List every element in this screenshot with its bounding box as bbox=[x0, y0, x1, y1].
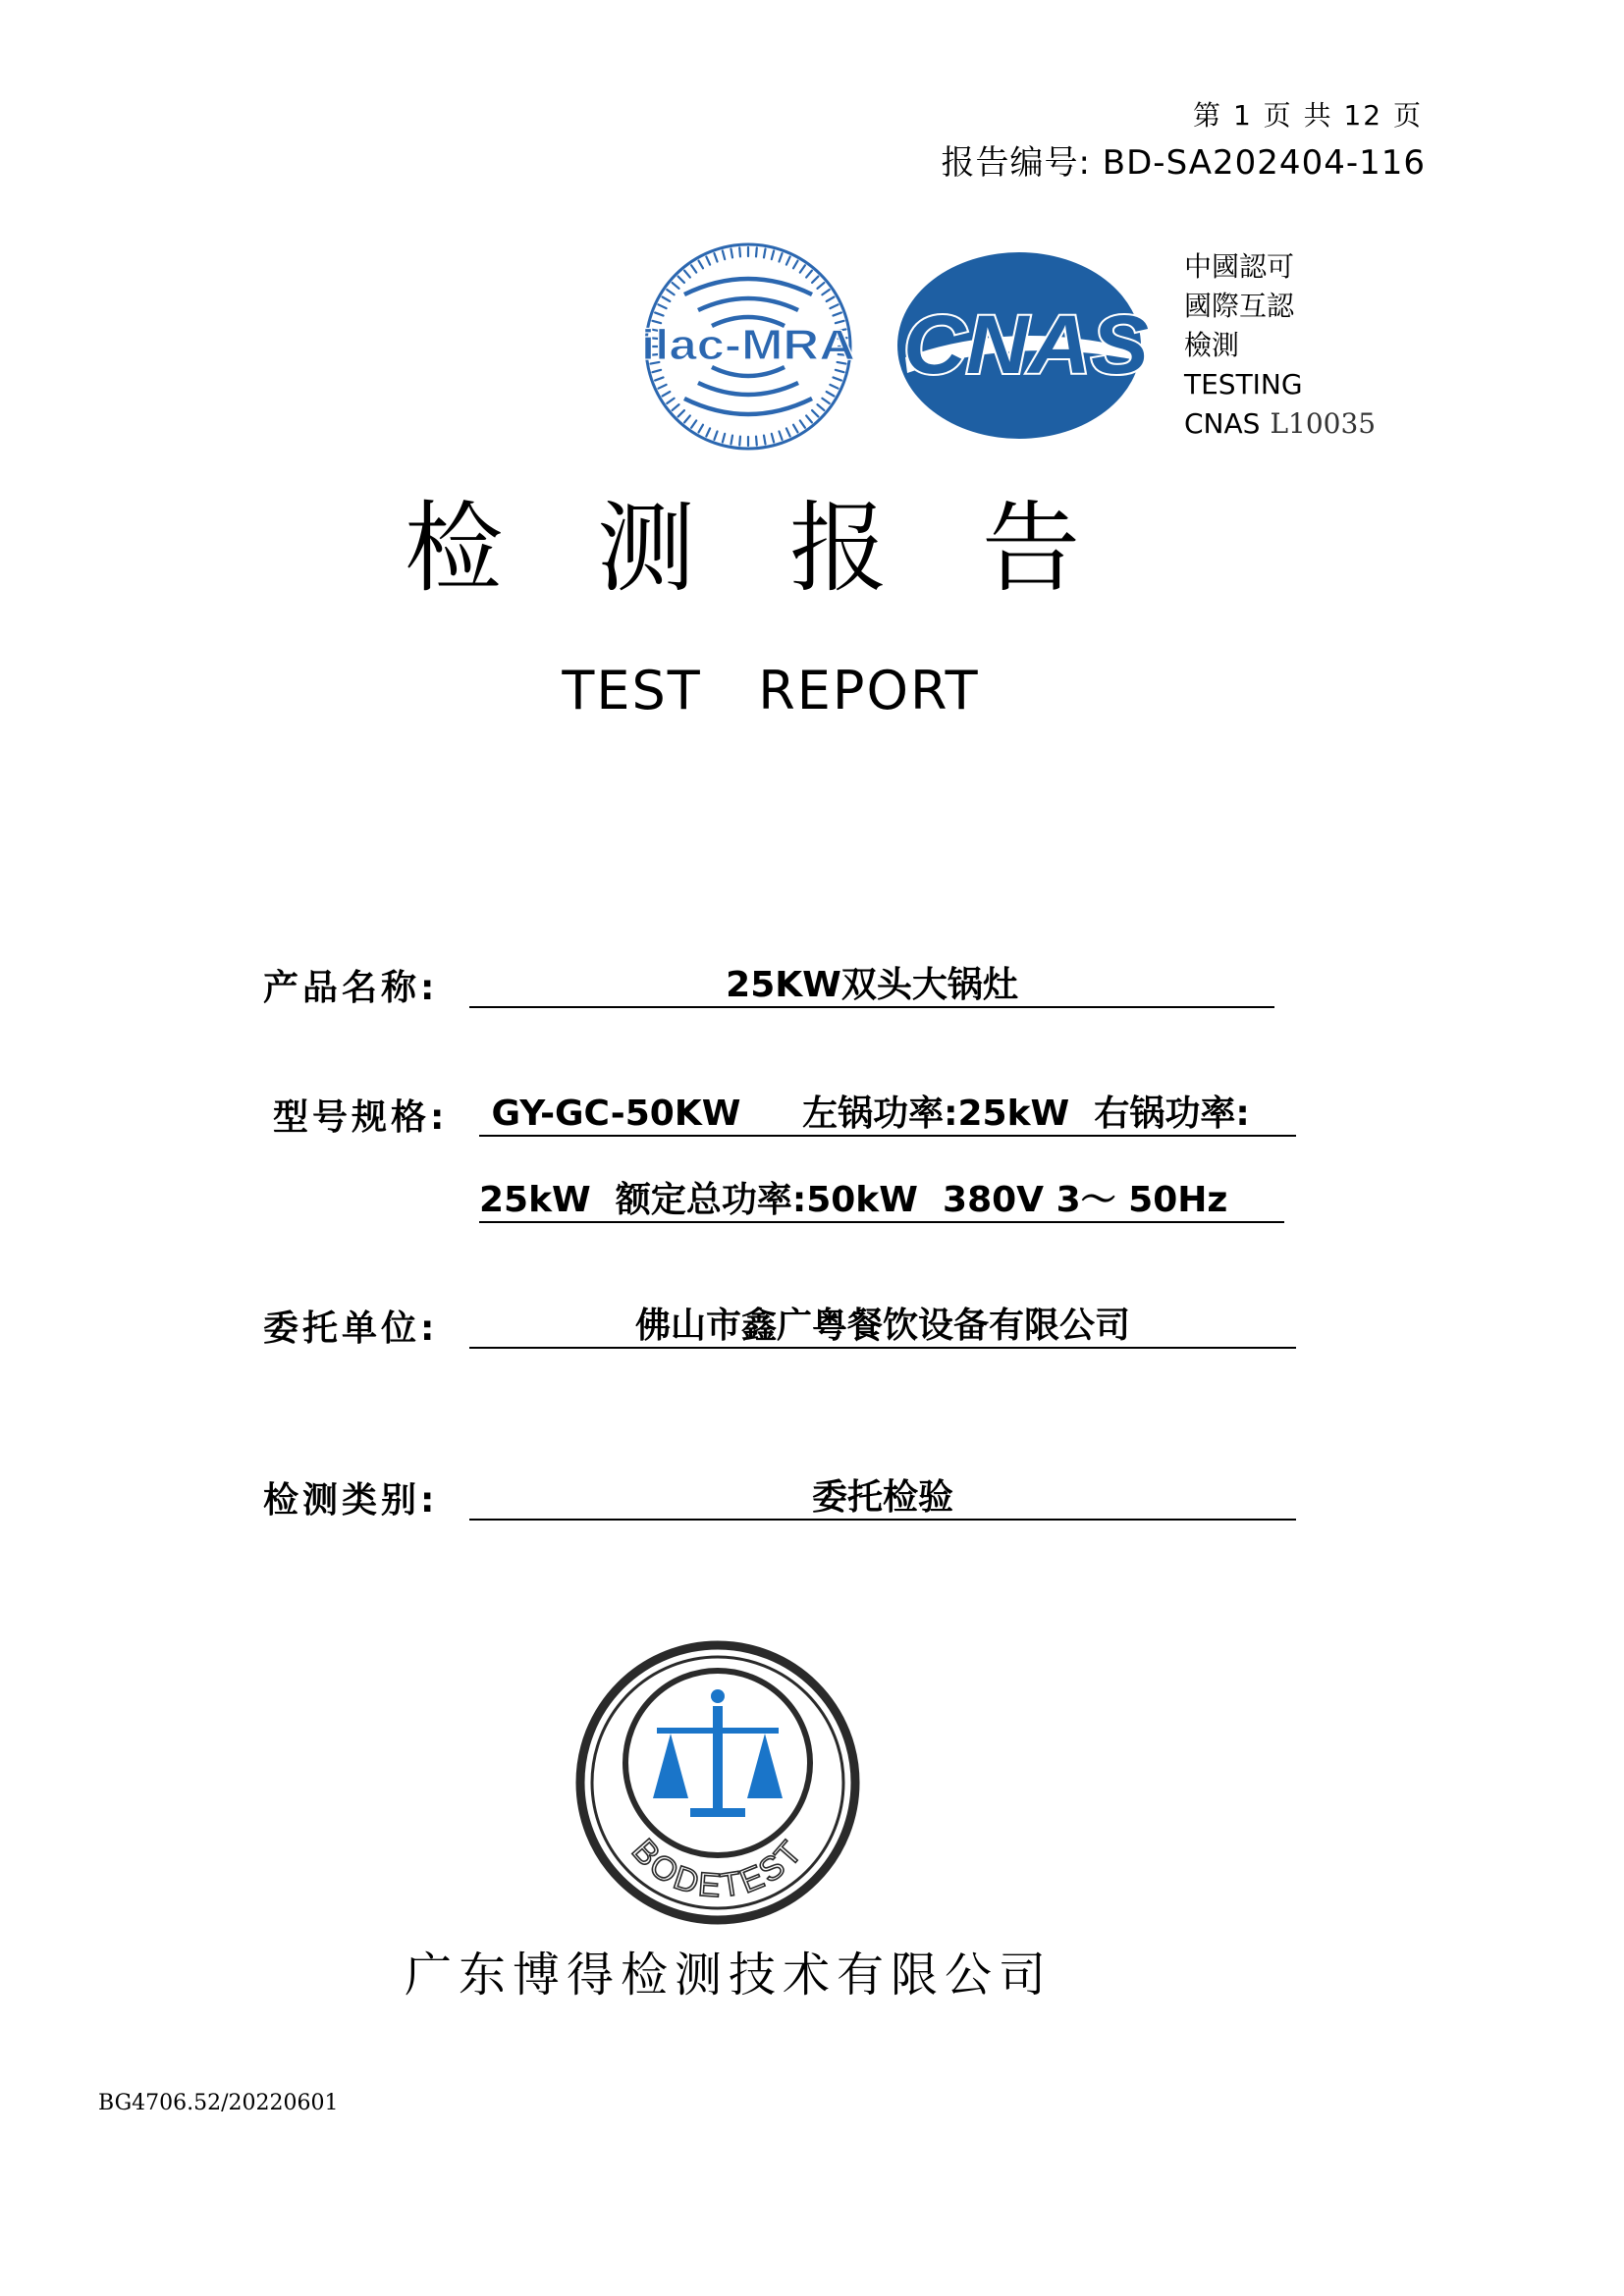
accreditation-line: 中國認可 bbox=[1184, 250, 1295, 283]
product-name-label: 产品名称: bbox=[263, 968, 439, 1008]
accreditation-line: 國際互認 bbox=[1184, 290, 1295, 322]
scale-icon bbox=[653, 1689, 783, 1817]
svg-text:BODETEST bbox=[624, 1832, 811, 1904]
seal-text: BODETEST bbox=[623, 1832, 812, 1905]
page-title: 检测报告 bbox=[405, 491, 1174, 606]
cnas-logo-text: CNAS bbox=[903, 298, 1149, 391]
cnas-code: L10035 bbox=[1270, 407, 1377, 440]
client-value: 佛山市鑫广粤餐饮设备有限公司 bbox=[469, 1298, 1296, 1349]
page-subtitle: TEST REPORT bbox=[562, 660, 980, 721]
accreditation-line: TESTING bbox=[1184, 368, 1303, 400]
ilac-mra-logo bbox=[631, 234, 865, 459]
cnas-logo bbox=[893, 247, 1159, 444]
company-name: 广东博得检测技术有限公司 bbox=[405, 1948, 1054, 2002]
model-spec-line-2: 25kW 额定总功率:50kW 380V 3～ 50Hz bbox=[479, 1172, 1284, 1223]
ilac-logo-text: ilac-MRA bbox=[641, 321, 855, 369]
form-code: BG4706.52/20220601 bbox=[98, 2091, 339, 2115]
page-indicator: 第 1 页 共 12 页 bbox=[1193, 99, 1423, 132]
accreditation-line: 檢測 bbox=[1184, 329, 1240, 361]
cnas-code-label: CNAS bbox=[1184, 407, 1261, 440]
accreditation-block bbox=[1184, 247, 1376, 444]
test-type-value: 委托检验 bbox=[469, 1469, 1296, 1521]
model-spec-label: 型号规格: bbox=[273, 1097, 449, 1138]
model-spec-line-1: GY-GC-50KW 左锅功率:25kW 右锅功率: bbox=[479, 1086, 1296, 1137]
product-name-value: 25KW双头大锅灶 bbox=[469, 957, 1274, 1008]
report-number: 报告编号: BD-SA202404-116 bbox=[941, 143, 1426, 183]
client-label: 委托单位: bbox=[263, 1308, 439, 1349]
bodetest-seal bbox=[572, 1637, 863, 1928]
test-type-label: 检测类别: bbox=[263, 1480, 439, 1521]
